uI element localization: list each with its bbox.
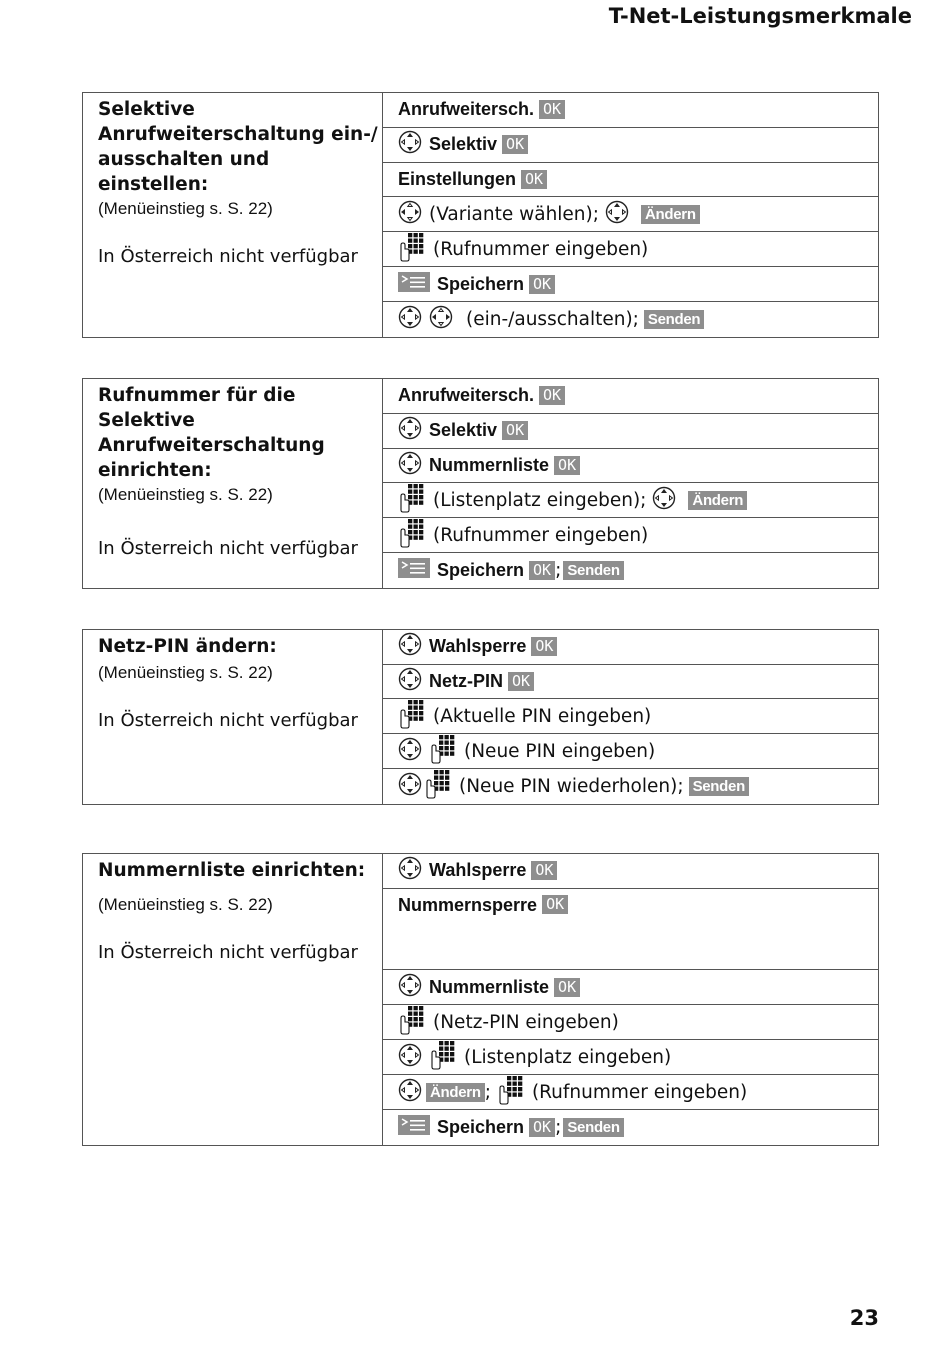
feature-description: [83, 379, 383, 588]
separator: ;: [555, 1117, 562, 1139]
step-row: [383, 1040, 878, 1075]
page-number: 23: [849, 1306, 879, 1330]
nav-key-four-way-icon: [398, 200, 422, 229]
keypad-icon: [424, 769, 452, 804]
menu-item-label: Nummernsperre: [398, 894, 538, 915]
keypad-icon: [429, 734, 457, 769]
step-text: (Rufnummer eingeben): [531, 1081, 748, 1103]
keypad-icon: [398, 483, 426, 518]
nav-key-up-down-icon: [398, 130, 422, 159]
menu-item-label: Netz-PIN: [429, 670, 504, 691]
menu-key-icon: [398, 272, 430, 297]
step-row: [383, 769, 878, 804]
step-text: (Neue PIN eingeben): [464, 740, 656, 762]
keypad-icon: [398, 699, 426, 734]
nav-key-up-down-icon: [398, 667, 422, 696]
menu-item-label: Einstellungen: [398, 169, 517, 190]
ok-key: OK: [521, 170, 547, 189]
nav-key-up-down-icon: [398, 772, 422, 801]
ok-key: OK: [508, 672, 534, 691]
step-row: [383, 970, 878, 1005]
separator: ;: [484, 1081, 491, 1103]
menu-item-label: Speichern: [437, 1117, 525, 1138]
feature-table-number-list: [82, 853, 879, 1146]
step-row: [383, 665, 878, 700]
menu-item-label: Anrufweitersch.: [398, 99, 535, 120]
step-row: [383, 414, 878, 449]
feature-table-netz-pin: [82, 629, 879, 805]
availability-note: In Österreich nicht verfügbar: [98, 710, 358, 731]
ok-key: OK: [502, 135, 528, 154]
menu-reference: (Menüeinstieg s. S. 22): [98, 199, 273, 218]
step-row: [383, 93, 878, 128]
feature-table-selective-forwarding: [82, 92, 879, 338]
availability-note: In Österreich nicht verfügbar: [98, 246, 358, 267]
feature-title: Rufnummer für die Selektive Anrufweiterschaltung einrichten:: [98, 385, 325, 481]
step-text: (Rufnummer eingeben): [433, 238, 649, 260]
nav-key-up-down-icon: [398, 1043, 422, 1072]
steps-column: [383, 379, 878, 588]
nav-key-up-down-icon: [398, 1078, 422, 1107]
step-row: [383, 163, 878, 198]
step-row: [383, 734, 878, 769]
ok-key: OK: [529, 1118, 555, 1137]
step-row: [383, 302, 878, 337]
step-row: [383, 630, 878, 665]
ok-key: OK: [554, 456, 580, 475]
step-text: (ein-/ausschalten);: [466, 309, 639, 331]
ok-key: OK: [539, 386, 565, 405]
menu-item-label: Wahlsperre: [429, 860, 527, 881]
menu-item-label: Selektiv: [429, 134, 498, 155]
nav-key-up-down-icon: [398, 451, 422, 480]
step-row: [383, 1005, 878, 1040]
step-row: [383, 483, 878, 518]
keypad-icon: [497, 1075, 525, 1110]
menu-item-label: Nummernliste: [429, 976, 550, 997]
feature-description: [83, 854, 383, 1145]
nav-key-up-down-icon: [605, 200, 629, 229]
step-text: (Rufnummer eingeben): [433, 524, 649, 546]
step-row: [383, 889, 878, 971]
availability-note: In Österreich nicht verfügbar: [98, 942, 358, 963]
softkey-aendern: Ändern: [688, 491, 747, 510]
softkey-senden: Senden: [563, 561, 623, 580]
step-row: [383, 128, 878, 163]
nav-key-up-down-icon: [652, 486, 676, 515]
steps-column: [383, 93, 878, 337]
step-row: [383, 379, 878, 414]
step-row: [383, 449, 878, 484]
keypad-icon: [398, 1005, 426, 1040]
step-row: [383, 854, 878, 889]
step-text: (Variante wählen);: [429, 203, 599, 225]
ok-key: OK: [542, 895, 568, 914]
menu-item-label: Wahlsperre: [429, 636, 527, 657]
step-text: (Neue PIN wiederholen);: [459, 776, 684, 797]
softkey-senden: Senden: [563, 1118, 623, 1137]
menu-reference: (Menüeinstieg s. S. 22): [98, 485, 273, 504]
menu-item-label: Speichern: [437, 560, 525, 581]
step-row: [383, 518, 878, 553]
menu-item-label: Nummernliste: [429, 454, 550, 475]
nav-key-up-down-icon: [398, 856, 422, 885]
keypad-icon: [398, 232, 426, 267]
ok-key: OK: [531, 861, 557, 880]
nav-key-up-down-icon: [398, 305, 422, 334]
step-text: (Listenplatz eingeben): [464, 1046, 672, 1068]
menu-reference: (Menüeinstieg s. S. 22): [98, 663, 273, 682]
nav-key-four-way-icon: [429, 305, 453, 334]
nav-key-up-down-icon: [398, 416, 422, 445]
ok-key: OK: [531, 637, 557, 656]
steps-column: [383, 854, 878, 1145]
step-text: (Listenplatz eingeben);: [433, 489, 647, 511]
softkey-aendern: Ändern: [426, 1083, 485, 1102]
menu-key-icon: [398, 558, 430, 583]
step-row: [383, 699, 878, 734]
softkey-senden: Senden: [644, 310, 704, 329]
ok-key: OK: [502, 421, 528, 440]
step-row: [383, 1075, 878, 1110]
feature-description: [83, 630, 383, 804]
step-text: (Aktuelle PIN eingeben): [433, 705, 652, 727]
ok-key: OK: [529, 275, 555, 294]
availability-note: In Österreich nicht verfügbar: [98, 538, 358, 559]
menu-item-label: Anrufweitersch.: [398, 385, 535, 406]
softkey-senden: Senden: [689, 777, 749, 796]
feature-title: Nummernliste einrichten:: [98, 860, 366, 881]
menu-item-label: Speichern: [437, 273, 525, 294]
feature-title: Selektive Anrufweiterschaltung ein-/ ausschalten und einstellen:: [98, 99, 378, 195]
ok-key: OK: [539, 100, 565, 119]
step-row: [383, 1110, 878, 1145]
keypad-icon: [429, 1040, 457, 1075]
nav-key-up-down-icon: [398, 973, 422, 1002]
ok-key: OK: [529, 561, 555, 580]
steps-column: [383, 630, 878, 804]
step-row: [383, 197, 878, 232]
step-row: [383, 267, 878, 302]
feature-title: Netz-PIN ändern:: [98, 636, 277, 657]
nav-key-up-down-icon: [398, 632, 422, 661]
separator: ;: [555, 560, 562, 582]
menu-item-label: Selektiv: [429, 420, 498, 441]
step-text: (Netz-PIN eingeben): [433, 1011, 619, 1033]
feature-table-selective-number: [82, 378, 879, 589]
step-row: [383, 232, 878, 267]
menu-key-icon: [398, 1115, 430, 1140]
step-row: [383, 553, 878, 588]
softkey-aendern: Ändern: [641, 205, 700, 224]
nav-key-up-down-icon: [398, 737, 422, 766]
ok-key: OK: [554, 978, 580, 997]
page-header-title: T-Net-Leistungsmerkmale: [608, 4, 912, 28]
menu-reference: (Menüeinstieg s. S. 22): [98, 895, 273, 914]
keypad-icon: [398, 518, 426, 553]
feature-description: [83, 93, 383, 337]
